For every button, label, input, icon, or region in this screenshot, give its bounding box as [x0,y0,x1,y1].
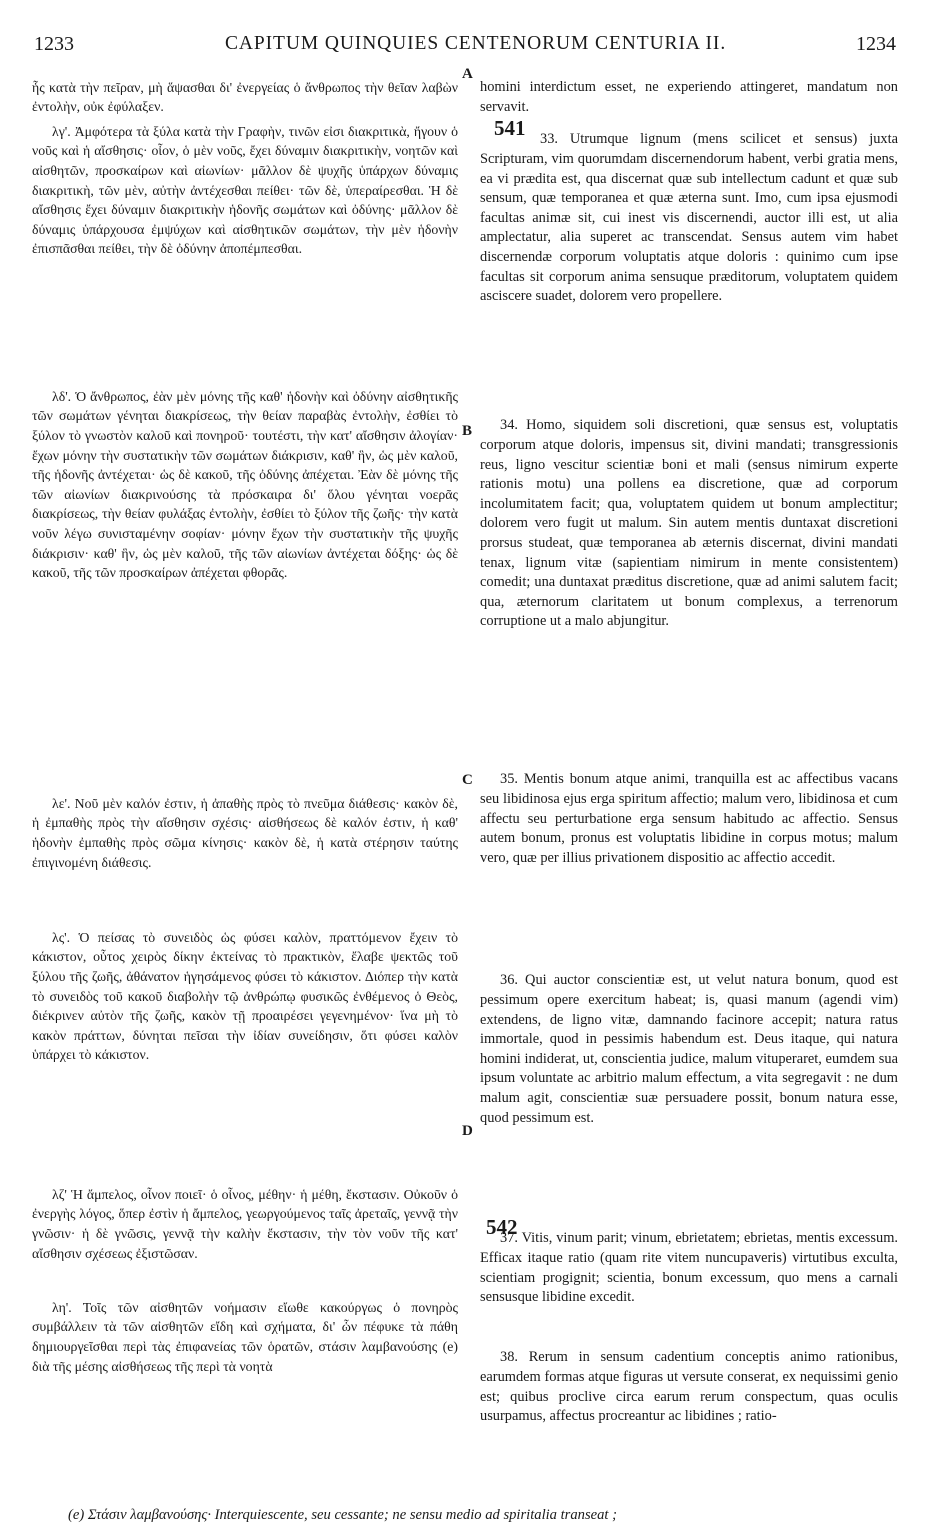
column-letter-c: C [462,772,473,788]
latin-chapter-38: 38. Rerum in sensum cadentium conceptis animo rationibus, earumdem formas atque figuras ut versute conserat, ex nequissimi genio est; quibus proclive circa earum rerum conspectum, quas oculis usurpamus, affectus procreantur ac libidines ; ratio- [480,1349,898,1425]
latin-paragraph-intro: homini interdictum esset, ne experiendo attingeret, mandatum non servavit. [480,79,898,115]
greek-chapter-37: λζ' Ἡ ἄμπελος, οἶνον ποιεῖ· ὁ οἶνος, μέθην· ἡ μέθη, ἔκστασιν. Οὐκοῦν ὁ ἐνεργὴς λόγος, ὅπερ ἐστὶν ἡ ἄμπελος, γεωργούμενος ταῖς ἀρεταῖς, γεννᾷ τὴν γνῶσιν· ἡ δὲ γνῶσις, γεννᾷ τὴν καλὴν ἔκστασιν, τὴν τὸν νοῦν τῆς κατ' αἴσθησιν σχέσεως ἐξιστῶσαν. [32,1186,458,1261]
greek-chapter-35: λε'. Νοῦ μὲν καλόν ἐστιν, ἡ ἀπαθὴς πρὸς τὸ πνεῦμα διάθεσις· κακὸν δὲ, ἡ ἐμπαθὴς πρὸς τὴν αἴσθησιν σχέσις· αἰσθήσεως δὲ καλόν ἐστιν, ἡ καθ' ἡδονὴν ἐμπαθὴς πρὸς σῶμα κίνησις· κακὸν δὲ, ἡ κατὰ στέρησιν ταύτης ἐπιγινομένη διάθεσις. [32,795,458,870]
greek-chapter-36: λς'. Ὁ πείσας τὸ συνειδὸς ὡς φύσει καλὸν, πραττόμενον ἔχειν τὸ κάκιστον, οὗτος χειρὸς δίκην ἐκτείνας τὸ πρακτικὸν, ἔλαβε ψεκτῶς τοῦ ξύλου τῆς ζωῆς, ἀθάνατον ἡγησάμενος φύσει τὸ κάκιστον. Διόπερ τὴν κατὰ τὸ συνειδὸς τοῦ κακοῦ διαβολὴν τῷ ἀνθρώπῳ φυσικῶς ἐνθέμενος ὁ Θεὸς, διέκρινεν αὐτὸν τῆς ζωῆς, κακὸν τῇ προαιρέσει γεγενημένον· ἵνα μὴ τὸ κακὸν πράττων, δύνηται πεῖσαι τὴν ἰδίαν συνείδησιν, ὅτι φύσει καλὸν ὑπάρχει τὸ κάκιστον. [32,929,458,1063]
latin-chapter-36: 36. Qui auctor conscientiæ est, ut velut natura bonum, quod est pessimum opere exercitum habeat; is, quasi manum (agendi vim) extendens, de ligno vitæ, damnando facinore accepit; natura ratus immortale, quod in pessimis habendum est. Deus itaque, qui natura homini indiderat, ut, conscientia judice, malum vituperaret, eumdem sua ipsum voluntate ac arbitrio malum effectum, a vita segregavit : ne dum malum agit, conscientiæ suæ persuadere possit, bonum natura esse, quod pessimum est. [480,972,898,1126]
greek-chapter-33: λγ'. Ἀμφότερα τὰ ξύλα κατὰ τὴν Γραφὴν, τινῶν εἰσι διακριτικὰ, ἤγουν ὁ νοῦς καὶ ἡ αἴσθησις· οἷον, ὁ μὲν νοῦς, ἔχει δύναμιν διακριτικὴν, νοητῶν καὶ αἰσθητῶν, προσκαίρων καὶ αἰωνίων· μᾶλλον δὲ ψυχῆς ὑπάρχων δύναμις διακριτικὴ, τῶν μὲν, αὐτὴν ἀντέχεσθαι πείθει· τῶν δὲ, ὑπεραίρεσθαι. Ἡ δὲ αἴσθησις ἔχει δύναμιν διακριτικὴν ἡδονῆς σωμάτων καὶ ὀδύνης· μᾶλλον δὲ δύναμις ὑπάρχουσα ἐμψύχων καὶ αἰσθητικῶν σωμάτων, τὴν μὲν ἡδονὴν ἐπισπᾶσθαι πείθει, τὴν δὲ ὀδύνην ἀποπέμπεσθαι. [32,123,458,257]
greek-chapter-38: λη'. Τοῖς τῶν αἰσθητῶν νοήμασιν εἴωθε κακούργως ὁ πονηρὸς συμβάλλειν τὰ τῶν αἰσθητῶν εἴδη καὶ σχήματα, δι' ὧν πέφυκε τὰ πάθη δημιουργεῖσθαι περὶ τὰς ἐπιφανείας τῶν ὁρατῶν, στάσιν λαμβανούσης (e) διὰ τῆς μέσης αἰσθήσεως τῆς περὶ τὰ νοητὰ [32,1299,458,1374]
latin-chapter-37: 37. Vitis, vinum parit; vinum, ebrietatem; ebrietas, mentis excessum. Efficax itaque ratio (quam rite vitem nuncupaveris) virtutibus exculta, scientiam progignit; scientia, bonum excessum, quo mens a carnali sensusque libidine excedit. [480,1230,898,1306]
greek-chapter-34: λδ'. Ὁ ἄνθρωπος, ἐὰν μὲν μόνης τῆς καθ' ἡδονὴν καὶ ὀδύνην αἰσθητικῆς τῶν σωμάτων γένηται διακρίσεως, τὴν θείαν παραβὰς ἐντολὴν, ἐσθίει τὸ ξύλον τὸ γνωστὸν καλοῦ καὶ πονηροῦ· τουτέστι, τὴν κατ' αἴσθησιν ἀλογίαν· ἔχων μόνην τὴν συστατικὴν τῶν σωμάτων διάκρισιν, καθ' ἣν, ὡς μὲν καλοῦ, τῆς ἡδονῆς ἀντέχεται· ὡς δὲ κακοῦ, τῆς ὀδύνης ἀπέχεται. Ἐὰν δὲ μόνης τῆς τῶν αἰωνίων διακρινούσης τὰ πρόσκαιρα δι' ὅλου γένηται νοερᾶς διακρίσεως, τὴν θείαν φυλάξας ἐντολὴν, ἐσθίει τὸ ξύλον τῆς ζωῆς· τὴν κατὰ νοῦν λέγω συνισταμένην σοφίαν· μόνην ἔχων τὴν συστατικὴν τῆς ψυχῆς διάκρισιν· καθ' ἣν, ὡς μὲν καλοῦ, τῆς τῶν αἰωνίων ἀντέχεται δόξης· ὡς δὲ κακοῦ, τῆς τῶν προσκαίρων ἀπέχεται φθορᾶς. [32,388,458,581]
page-header [0,0,933,60]
greek-paragraph-intro: ἧς κατὰ τὴν πεῖραν, μὴ ἅψασθαι δι' ἐνεργείας ὁ ἄνθρωπος τὴν θεῖαν λαβὼν ἐντολὴν, οὐκ ἐφύλαξεν. [32,79,458,115]
page-number-left: 1233 [34,33,74,55]
running-title: CAPITUM QUINQUIES CENTENORUM CENTURIA II. [225,33,727,54]
column-letter-b: B [462,423,473,439]
margin-number-542: 542 [486,1215,518,1239]
latin-chapter-33: 33. Utrumque lignum (mens scilicet et sensus) juxta Scripturam, vim quorumdam discernendorum habent, verbi gratia mens, ea vi prædita est, qua discernat quæ sub intellectum cadunt et quæ sub sensum, quæ temporanea et quæ æterna sunt. Imo, cum ipsa ejusmodi facultas animæ sit, cui inest vis discernendi, auctor illi est, ut alia amplectatur, alia superet ac transcendat. Sensus autem vim habet discernendæ corporum voluptatis atque doloris : quinimo cum ipse facultas sit corporum anima sensuque præditorum, voluptatem quidem asciscere suadet, dolorem vero propellere. [480,131,898,305]
latin-chapter-35: 35. Mentis bonum atque animi, tranquilla est ac affectibus vacans seu libidinosa ejus erga spiritum affectio; malum vero, libidinosa et cum affectu seu perturbatione erga sensum habitudo ac affectio. Sensus autem bonum, pronus est voluptatis libidine in corpus motus; malum vero, quæ per illius privationem dispositio ac affectio accedit. [480,771,898,866]
latin-chapter-34: 34. Homo, siquidem soli discretioni, quæ sensus est, voluptatis corporum atque doloris, impensus sit, divini mandati; transgressionis reus, ligno vescitur scientiæ boni et mali (sensus nimirum experte rationis motu) una pollens ea discretione, quæ ad corporum incolumitatem facit; qua, voluptatem quidem ut bonum amplectitur; dolorem vero fugit ut malum. Sin autem mentis duntaxat discretioni prorsus studeat, quæ temporanea ab æternis discernat, divini mandati tenax, lignum vitæ (sapientiam nimirum in mente consistentem) comedit; una duntaxat præditus discretione, quæ ad animi salutem facit; qua, æternorum claritatem ut bonum complexus, a terrenorum corruptione ut a malo abjungitur. [480,417,898,630]
column-letter-d: D [462,1123,473,1139]
margin-number-541: 541 [494,116,526,140]
page-number-right: 1234 [856,33,896,55]
footnote: (e) Στάσιν λαμβανούσης· Interquiescente, seu cessante; ne sensu medio ad spiritalia transeat ; [68,1506,617,1523]
column-letter-a: A [462,66,473,82]
